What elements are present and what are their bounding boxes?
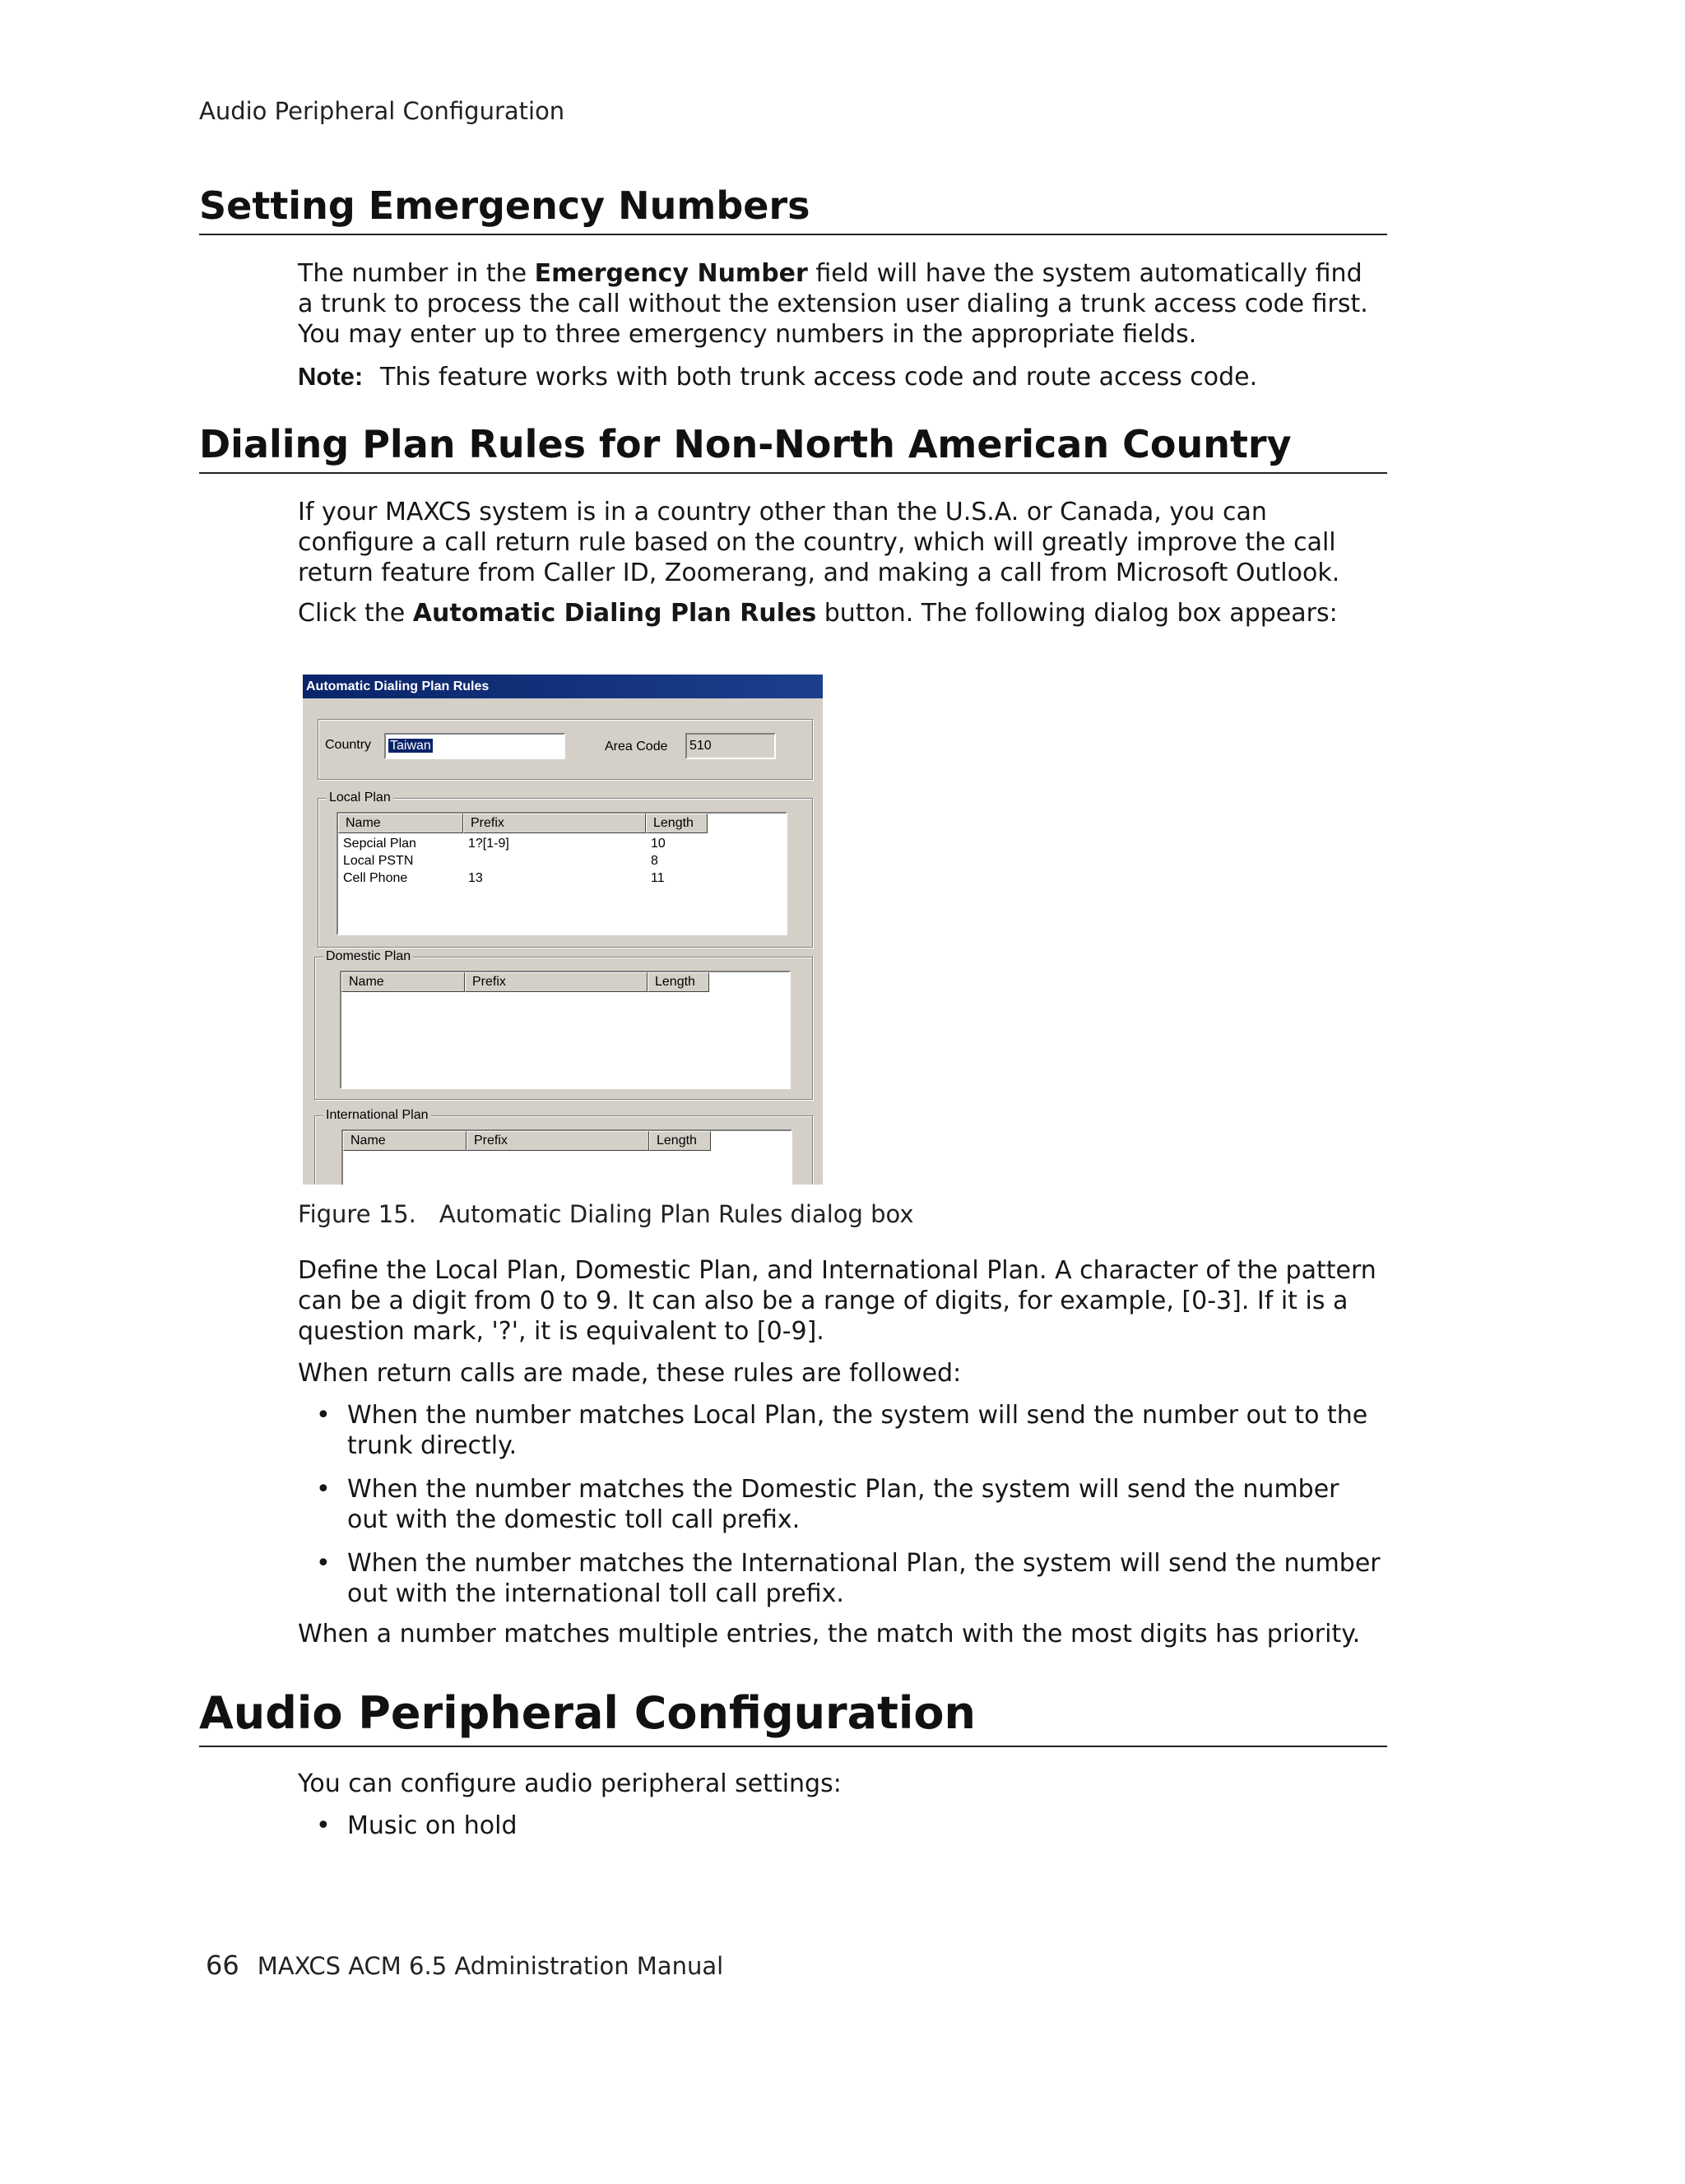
automatic-dialing-plan-rules-dialog: [303, 675, 823, 1185]
explanation-paragraph-3: When a number matches multiple entries, the match with the most digits has priority.: [298, 1620, 1361, 1648]
page-number: 66: [206, 1950, 239, 1981]
domestic-plan-col-prefix[interactable]: Prefix: [465, 972, 648, 992]
emergency-numbers-body: [298, 258, 1384, 392]
domestic-plan-label: Domestic Plan: [323, 949, 413, 964]
table-row[interactable]: Local PSTN 8: [343, 854, 658, 868]
international-plan-col-name[interactable]: Name: [343, 1131, 467, 1151]
domestic-plan-group: [314, 949, 813, 1100]
explanation-paragraph-1: Define the Local Plan, Domestic Plan, and International Plan. A character of the pattern can be a digit from 0 to 9. It can also be a range of digits, for example, [0-3]. If it is a question mark, '?', it is equivalent to [0-9].: [298, 1256, 1376, 1346]
audio-paragraph: You can configure audio peripheral settings:: [298, 1769, 842, 1798]
audio-peripheral-body: [298, 1769, 1384, 1854]
domestic-plan-list[interactable]: [340, 971, 791, 1089]
dialing-plan-body: [298, 497, 1384, 628]
local-plan-list[interactable]: [337, 812, 787, 935]
automatic-dialing-plan-rules-term: Automatic Dialing Plan Rules: [412, 599, 817, 628]
local-plan-label: Local Plan: [327, 791, 393, 805]
local-plan-col-length[interactable]: Length: [646, 814, 708, 833]
emergency-number-term: Emergency Number: [534, 259, 808, 288]
note-text: This feature works with both trunk access code and route access code.: [380, 363, 1258, 392]
international-plan-col-prefix[interactable]: Prefix: [467, 1131, 649, 1151]
dialing-paragraph-2: Click the Automatic Dialing Plan Rules button. The following dialog box appears:: [298, 599, 1338, 628]
local-plan-group: [318, 791, 813, 948]
figure-number: Figure 15.: [298, 1200, 416, 1228]
section-title-audio-peripheral-configuration: Audio Peripheral Configuration: [199, 1686, 1387, 1747]
explanation-paragraph-2: When return calls are made, these rules are followed:: [298, 1359, 962, 1388]
emergency-paragraph: The number in the Emergency Number field will have the system automatically find a trunk to process the call without the extension user dialing a trunk access code first. You may enter up to three emergency numbers in the appropriate fields.: [298, 259, 1368, 349]
international-plan-label: International Plan: [323, 1108, 431, 1123]
list-item: • When the number matches the International Plan, the system will send the number out with the international toll call prefix.: [298, 1548, 1384, 1609]
country-group: [318, 719, 813, 780]
figure-caption-text: Automatic Dialing Plan Rules dialog box: [439, 1200, 914, 1228]
area-code-label: Area Code: [605, 740, 668, 754]
rules-list: [298, 1400, 1384, 1609]
country-field[interactable]: [384, 733, 565, 759]
dialing-paragraph-1: If your MAXCS system is in a country other than the U.S.A. or Canada, you can configure a call return rule based on the country, which will greatly improve the call return feature from Caller ID, Zoomerang, and making a call from Microsoft Outlook.: [298, 498, 1340, 587]
international-plan-group: [314, 1108, 813, 1185]
international-plan-col-length[interactable]: Length: [649, 1131, 711, 1151]
dialog-title-bar: Automatic Dialing Plan Rules: [303, 675, 823, 698]
section-title-emergency-numbers: Setting Emergency Numbers: [199, 183, 1387, 235]
audio-settings-list: [298, 1811, 1384, 1841]
international-plan-list-header: [343, 1131, 791, 1151]
section-title-dialing-plan-rules: Dialing Plan Rules for Non-North American Country: [199, 421, 1387, 474]
table-row[interactable]: Cell Phone 13 11: [343, 871, 665, 885]
page-footer: [206, 1950, 723, 1981]
note-label: Note:: [298, 362, 364, 391]
dialing-plan-explanation: [298, 1255, 1384, 1649]
list-item: • When the number matches Local Plan, the system will send the number out to the trunk directly.: [298, 1400, 1384, 1461]
international-plan-list[interactable]: [341, 1129, 792, 1185]
domestic-plan-list-header: [341, 972, 789, 992]
table-row[interactable]: Sepcial Plan 1?[1-9] 10: [343, 837, 666, 851]
area-code-field[interactable]: 510: [685, 733, 776, 759]
country-value: Taiwan: [390, 739, 431, 753]
country-label: Country: [325, 738, 372, 752]
figure-caption: [298, 1200, 914, 1228]
list-item: • When the number matches the Domestic Plan, the system will send the number out with the domestic toll call prefix.: [298, 1474, 1384, 1535]
running-header: Audio Peripheral Configuration: [199, 97, 565, 125]
domestic-plan-col-name[interactable]: Name: [341, 972, 465, 992]
list-item: • Music on hold: [298, 1811, 1384, 1841]
domestic-plan-col-length[interactable]: Length: [648, 972, 709, 992]
local-plan-col-name[interactable]: Name: [338, 814, 463, 833]
local-plan-col-prefix[interactable]: Prefix: [463, 814, 646, 833]
note: [298, 361, 1384, 392]
local-plan-list-header: [338, 814, 786, 833]
manual-title: MAXCS ACM 6.5 Administration Manual: [257, 1952, 724, 1980]
